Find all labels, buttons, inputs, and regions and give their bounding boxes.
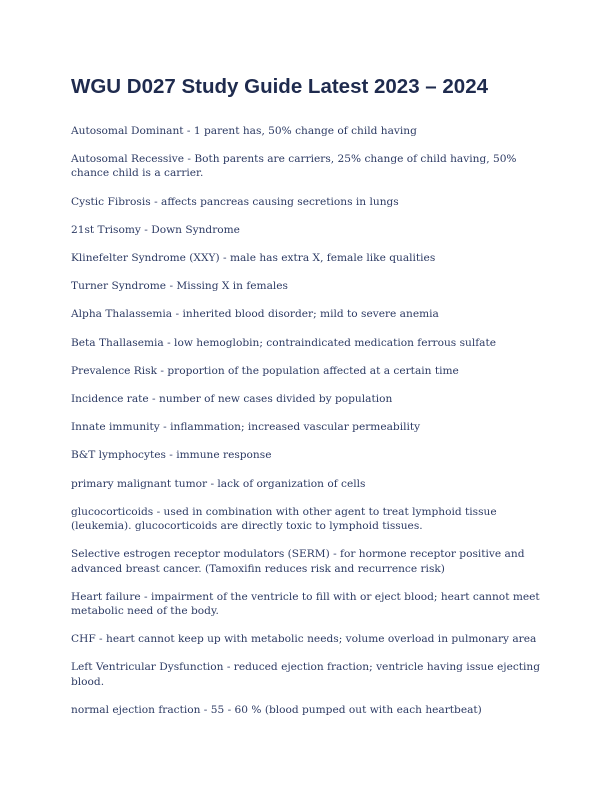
study-entry: CHF - heart cannot keep up with metabolic needs; volume overload in pulmonary area bbox=[71, 633, 537, 646]
study-entry: Beta Thallasemia - low hemoglobin; contraindicated medication ferrous sulfate bbox=[71, 336, 497, 349]
study-entry: Prevalence Risk - proportion of the population affected at a certain time bbox=[71, 364, 459, 377]
study-entry: Klinefelter Syndrome (XXY) - male has extra X, female like qualities bbox=[71, 252, 436, 265]
study-entry: Autosomal Dominant - 1 parent has, 50% change of child having bbox=[71, 125, 417, 137]
study-entry: Turner Syndrome - Missing X in females bbox=[71, 280, 288, 293]
study-entries-list bbox=[71, 124, 541, 717]
study-entry: 21st Trisomy - Down Syndrome bbox=[71, 223, 240, 236]
document-title: WGU D027 Study Guide Latest 2023 – 2024 bbox=[71, 75, 488, 98]
study-entry: Innate immunity - inflammation; increased vascular permeability bbox=[71, 421, 421, 434]
study-entry: glucocorticoids - used in combination with other agent to treat lymphoid tissue (leukemia). glucocorticoids are directly toxic to lymphoid tissues. bbox=[71, 505, 497, 533]
study-entry: Alpha Thalassemia - inherited blood disorder; mild to severe anemia bbox=[71, 308, 439, 321]
study-entry: Heart failure - impairment of the ventricle to fill with or eject blood; heart cannot meet metabolic need of the body. bbox=[71, 590, 540, 617]
study-entry: primary malignant tumor - lack of organization of cells bbox=[71, 477, 366, 490]
study-entry: B&T lymphocytes - immune response bbox=[71, 449, 272, 462]
study-entry: Left Ventricular Dysfunction - reduced ejection fraction; ventricle having issue ejecting blood. bbox=[71, 661, 541, 688]
study-entry: Cystic Fibrosis - affects pancreas causing secretions in lungs bbox=[71, 195, 399, 208]
study-entry: Selective estrogen receptor modulators (SERM) - for hormone receptor positive and advanced breast cancer. (Tamoxifin reduces risk and recurrence risk) bbox=[71, 548, 525, 575]
study-entry: Incidence rate - number of new cases divided by population bbox=[71, 392, 393, 405]
study-entry: normal ejection fraction - 55 - 60 % (blood pumped out with each heartbeat) bbox=[71, 703, 482, 716]
study-entry: Autosomal Recessive - Both parents are carriers, 25% change of child having, 50% chance child is a carrier. bbox=[71, 153, 517, 180]
